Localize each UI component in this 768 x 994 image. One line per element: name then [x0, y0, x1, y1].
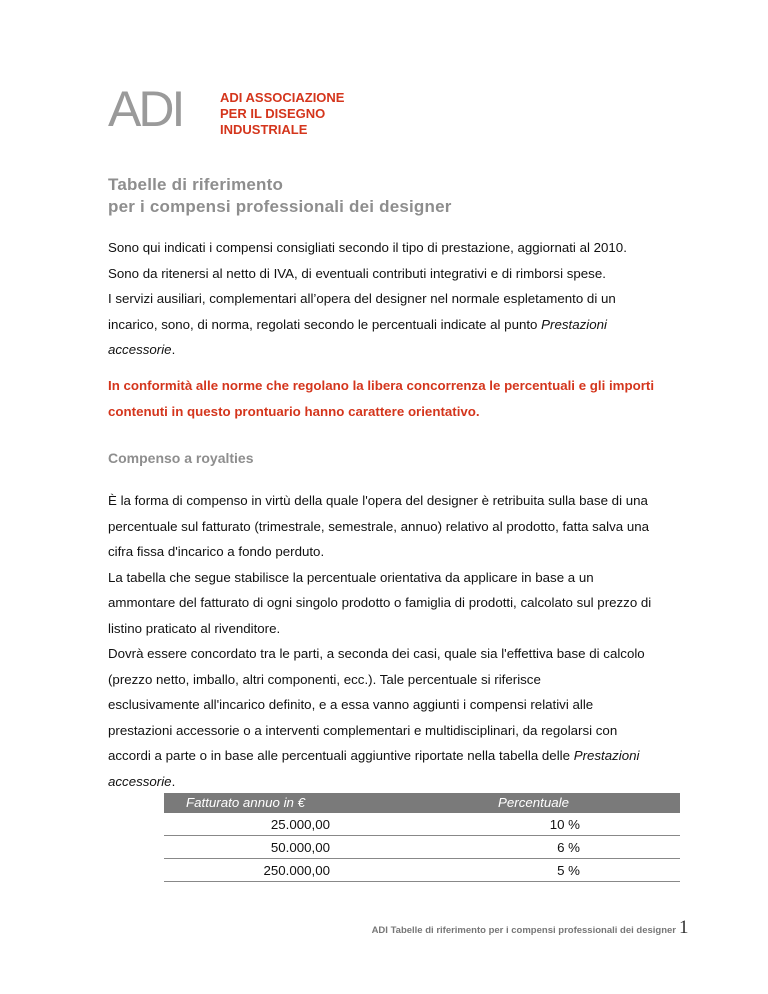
revenue-cell: 25.000,00: [270, 817, 330, 832]
text-line: contenuti in questo prontuario hanno carattere orientativo.: [108, 403, 480, 419]
text-line: ammontare del fatturato di ogni singolo prodotto o famiglia di prodotti, calcolato sul prezzo di: [108, 595, 652, 610]
text-line: percentuale sul fatturato (trimestrale, semestrale, annuo) relativo al prodotto, fatta salva una: [108, 518, 650, 534]
text-line: È la forma di compenso in virtù della quale l'opera del designer è retribuita sulla base di una: [108, 493, 648, 508]
page-footer: ADI Tabelle di riferimento per i compensi professionali dei designer: [371, 925, 676, 936]
text-line: accessorie.: [108, 773, 176, 789]
intro-paragraph: [108, 235, 708, 363]
text-line: Sono qui indicati i compensi consigliati secondo il tipo di prestazione, aggiornati al 2010.: [108, 240, 627, 255]
logo-mark: ADI: [108, 81, 183, 137]
text-line: accessorie.: [108, 342, 176, 357]
text-line: Sono da ritenersi al netto di IVA, di eventuali contributi integrativi e di rimborsi spese.: [108, 265, 606, 281]
table-row: [164, 813, 680, 836]
revenue-cell: 50.000,00: [270, 840, 330, 855]
title-line: per i compensi professionali dei designer: [108, 197, 452, 216]
text-line: [108, 743, 708, 769]
section-title: Compenso a royalties: [108, 450, 254, 466]
text-span: incarico, sono, di norma, regolati secondo le percentuali indicate al punto: [108, 316, 538, 332]
text-line: In conformità alle norme che regolano la libera concorrenza le percentuali e gli importi: [108, 378, 655, 393]
italic-reference: Prestazioni: [541, 316, 607, 332]
logo-line: ADI ASSOCIAZIONE: [220, 90, 345, 105]
text-line: listino praticato al rivenditore.: [108, 620, 281, 636]
text-line: [108, 312, 708, 338]
percentage-cell: 10 %: [549, 817, 580, 832]
royalties-paragraph: [108, 488, 708, 794]
page-number: 1: [679, 917, 689, 938]
revenue-cell: 250.000,00: [263, 863, 330, 878]
italic-reference: Prestazioni: [573, 748, 640, 763]
logo-line: INDUSTRIALE: [220, 122, 308, 137]
title-line: Tabelle di riferimento: [108, 175, 284, 194]
warning-paragraph: [108, 373, 708, 424]
logo-line: PER IL DISEGNO: [220, 106, 326, 121]
column-header-revenue: Fatturato annuo in €: [186, 795, 306, 810]
italic-reference: accessorie: [108, 773, 172, 789]
percentage-cell: 5 %: [557, 863, 580, 878]
text-line: I servizi ausiliari, complementari all’opera del designer nel normale espletamento di un: [108, 291, 616, 306]
text-line: esclusivamente all'incarico definito, e a essa vanno aggiunti i compensi relativi alle: [108, 697, 594, 712]
text-span: accordi a parte o in base alle percentuali aggiuntive riportate nella tabella delle: [108, 748, 570, 763]
text-line: cifra fissa d'incarico a fondo perduto.: [108, 544, 325, 559]
italic-reference: accessorie: [108, 342, 172, 357]
table-row: [164, 859, 680, 882]
text-line: (prezzo netto, imballo, altri componenti, ecc.). Tale percentuale si riferisce: [108, 671, 541, 687]
table-row: [164, 836, 680, 859]
document-title: [108, 174, 452, 218]
percentage-cell: 6 %: [557, 840, 580, 855]
text-line: La tabella che segue stabilisce la percentuale orientativa da applicare in base a un: [108, 569, 594, 585]
text-line: Dovrà essere concordato tra le parti, a seconda dei casi, quale sia l'effettiva base di calcolo: [108, 646, 645, 661]
logo-text: [220, 90, 344, 138]
column-header-percentage: Percentuale: [498, 795, 569, 810]
text-line: prestazioni accessorie o a interventi complementari e multidisciplinari, da regolarsi con: [108, 722, 618, 738]
table-header: [164, 793, 680, 813]
royalties-table: [164, 793, 680, 882]
